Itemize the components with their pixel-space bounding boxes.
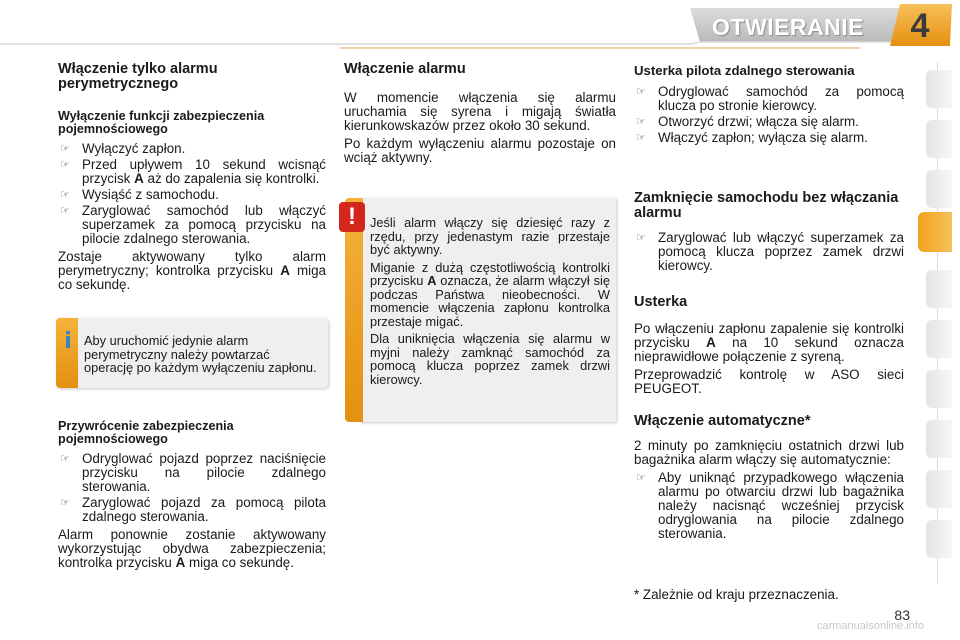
section-heading: Usterka pilota zdalnego sterowania: [634, 63, 855, 78]
warning-paragraph: Jeśli alarm włączy się dziesięć razy z rzędu, przy jedenastym razie przestaje być aktywny.: [370, 215, 610, 257]
list-item: ☞ Otworzyć drzwi; włącza się alarm.: [636, 114, 859, 129]
hand-pointer-icon: ☞: [636, 132, 646, 144]
list-item: ☞ Wyłączyć zapłon.: [60, 141, 186, 156]
chapter-tab-6[interactable]: [926, 320, 952, 358]
chapter-number: 4: [910, 7, 930, 45]
list-item: ☞ Włączyć zapłon; wyłącza się alarm.: [636, 130, 868, 145]
chapter-tab-3[interactable]: [926, 170, 952, 208]
hand-pointer-icon: ☞: [60, 159, 70, 171]
paragraph: 2 minuty po zamknięciu ostatnich drzwi lub bagażnika alarm włączy się automatycznie:: [634, 438, 904, 467]
chapter-tab-10[interactable]: [926, 520, 952, 558]
warning-icon: !: [339, 202, 365, 232]
list-item: ☞ Aby uniknąć przypadkowego włączenia alarmu po otwarciu drzwi lub bagażnika należy nacisnąć wcześniej przycisk odryglowania na pilocie zdalnego sterowania.: [636, 470, 904, 541]
section-heading: Zamknięcie samochodu bez włączania alarmu: [634, 190, 899, 221]
chapter-tab-7[interactable]: [926, 370, 952, 408]
list-item: ☞ Odryglować samochód za pomocą klucza po stronie kierowcy.: [636, 84, 904, 113]
info-icon: i: [64, 329, 72, 354]
warning-note-text: [370, 216, 610, 386]
warning-paragraph: Miganie z dużą częstotliwością kontrolki przycisku A oznacza, że alarm włączył się podczas Państwa nieobecności. W momencie włączenia zapłonu kontrolka przestaje migać.: [370, 259, 610, 329]
page-title: OTWIERANIE: [712, 14, 864, 40]
info-note-text: Aby uruchomić jedynie alarm perymetryczny należy powtarzać operację po każdym wyłączeniu zapłonu.: [84, 333, 317, 375]
hand-pointer-icon: ☞: [60, 205, 70, 217]
hand-pointer-icon: ☞: [60, 453, 70, 465]
subsection-heading: Wyłączenie funkcji zabezpieczenia pojemnościowego: [58, 109, 265, 136]
list-item: ☞ Wysiąść z samochodu.: [60, 187, 219, 202]
right-column: [634, 64, 904, 541]
list-item: ☞ Odryglować pojazd poprzez naciśnięcie przycisku na pilocie zdalnego sterowania.: [60, 451, 326, 494]
hand-pointer-icon: ☞: [636, 232, 646, 244]
chapter-tab-5[interactable]: [926, 270, 952, 308]
chapter-tab-1[interactable]: [926, 70, 952, 108]
watermark: carmanualsonline.info: [816, 620, 924, 632]
button-a-label: A: [134, 171, 144, 186]
paragraph: Przeprowadzić kontrolę w ASO sieci PEUGEOT.: [634, 367, 904, 396]
chapter-tab-8[interactable]: [926, 420, 952, 458]
list-item: ☞ Zaryglować samochód lub włączyć superzamek za pomocą przycisku na pilocie zdalnego sterowania.: [60, 203, 326, 246]
paragraph: Zostaje aktywowany tylko alarm perymetryczny; kontrolka przycisku A miga co sekundę.: [58, 249, 326, 292]
warning-paragraph: Dla uniknięcia włączenia się alarmu w myjni należy zamknąć samochód za pomocą klucza poprzez zamek drzwi kierowcy.: [370, 331, 610, 387]
paragraph: Po każdym wyłączeniu alarmu pozostaje on wciąż aktywny.: [344, 136, 616, 165]
hand-pointer-icon: ☞: [60, 497, 70, 509]
footnote: * Zależnie od kraju przeznaczenia.: [634, 587, 839, 602]
left-column-lower: [58, 420, 326, 570]
middle-column: [344, 62, 616, 165]
hand-pointer-icon: ☞: [60, 189, 70, 201]
hand-pointer-icon: ☞: [60, 143, 70, 155]
list-item: ☞ Przed upływem 10 sekund wcisnąć przycisk A aż do zapalenia się kontrolki.: [60, 157, 326, 186]
subsection-heading: Przywrócenie zabezpieczenia pojemnościowego: [58, 419, 234, 446]
section-heading: Włączenie automatyczne*: [634, 413, 811, 429]
section-heading: Usterka: [634, 294, 688, 310]
chapter-tab-9[interactable]: [926, 470, 952, 508]
paragraph: W momencie włączenia się alarmu uruchamia się syrena i migają światła kierunkowskazów przez około 30 sekund.: [344, 90, 616, 133]
hand-pointer-icon: ☞: [636, 86, 646, 98]
chapter-tab-2[interactable]: [926, 120, 952, 158]
paragraph: Po włączeniu zapłonu zapalenie się kontrolki przycisku A na 10 sekund oznacza nieprawidłowe połączenie z syreną.: [634, 321, 904, 364]
left-column: [58, 62, 326, 292]
page-number: 83: [894, 607, 910, 623]
chapter-tab-4-active[interactable]: [918, 212, 952, 252]
hand-pointer-icon: ☞: [636, 472, 646, 484]
section-heading: Włączenie tylko alarmu perymetrycznego: [58, 61, 218, 92]
list-item: ☞ Zaryglować pojazd za pomocą pilota zdalnego sterowania.: [60, 495, 326, 524]
hand-pointer-icon: ☞: [636, 116, 646, 128]
paragraph: Alarm ponownie zostanie aktywowany wykorzystując obydwa zabezpieczenia; kontrolka przycisku A miga co sekundę.: [58, 527, 326, 570]
section-heading: Włączenie alarmu: [344, 61, 466, 77]
list-item: ☞ Zaryglować lub włączyć superzamek za pomocą klucza poprzez zamek drzwi kierowcy.: [636, 230, 904, 273]
